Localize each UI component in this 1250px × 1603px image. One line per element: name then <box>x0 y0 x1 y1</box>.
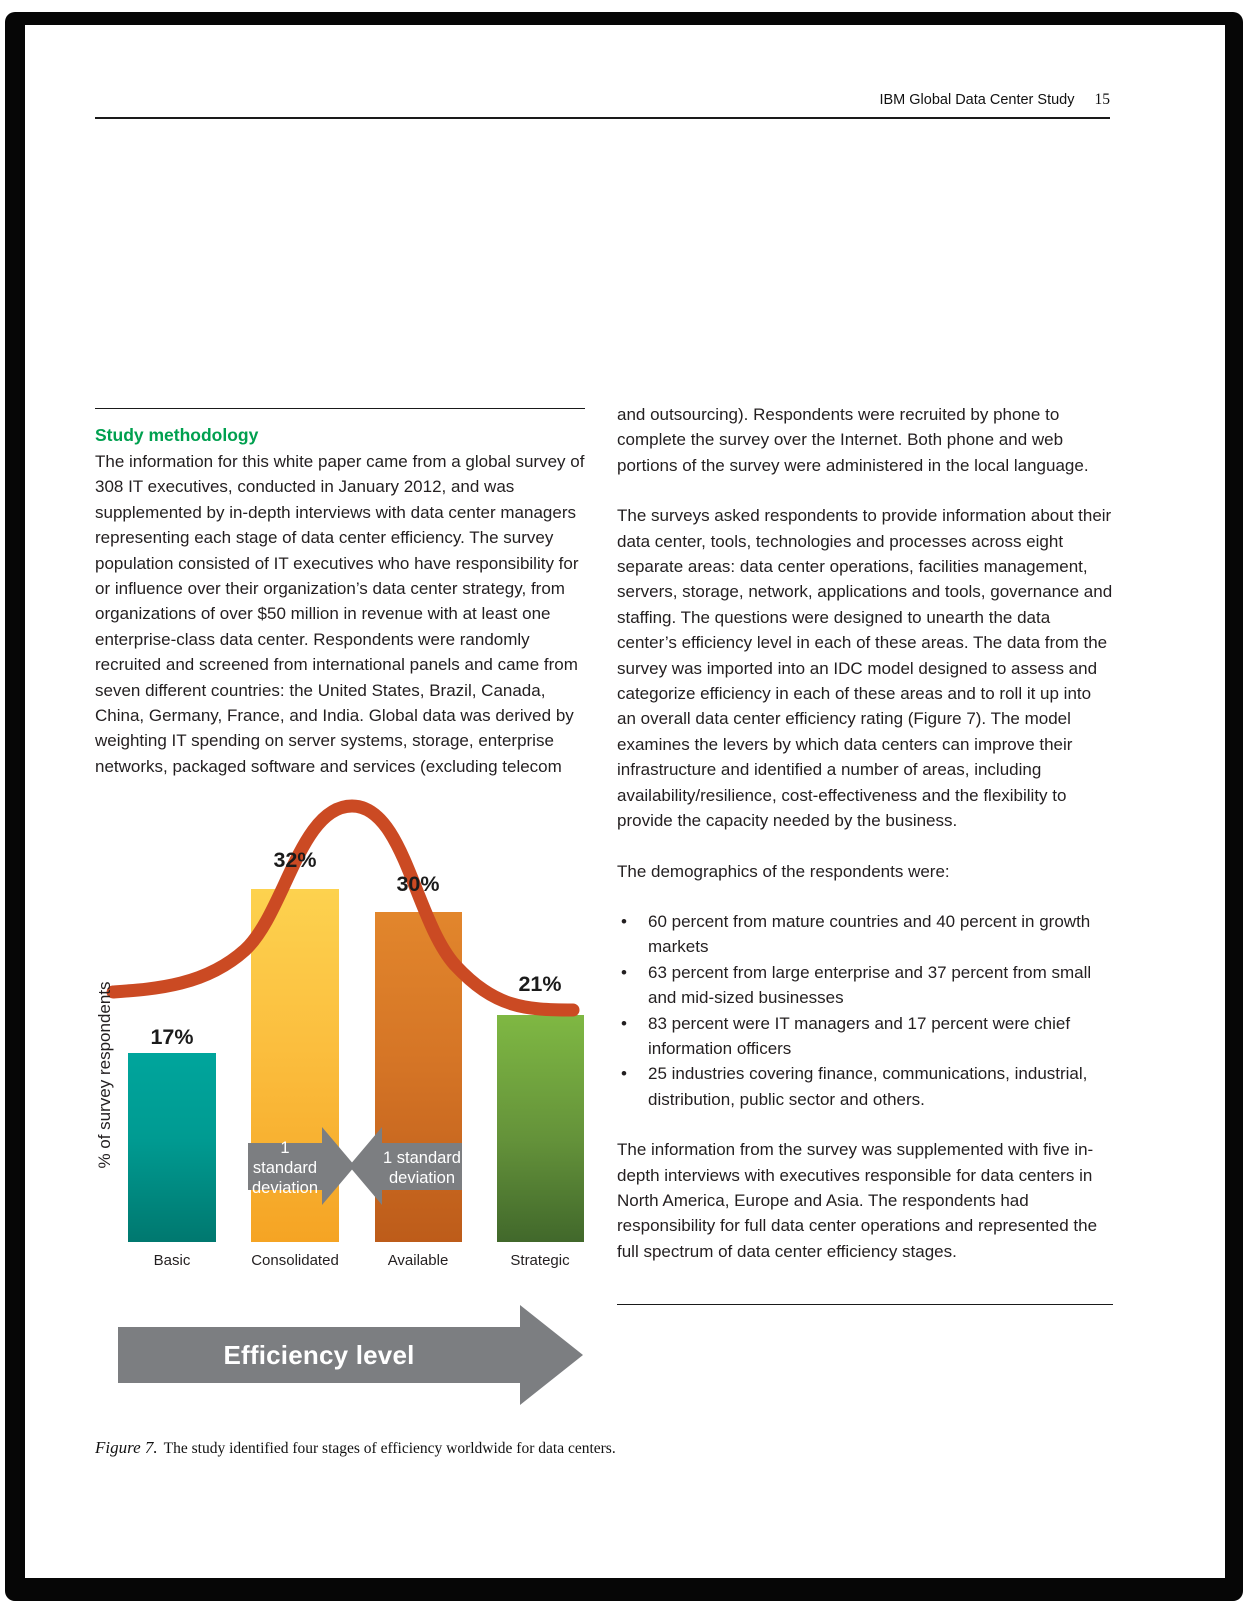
bullet-icon: • <box>621 911 627 931</box>
figure-caption-label: Figure 7. <box>95 1438 158 1457</box>
bullet-text: 25 industries covering finance, communications, industrial, distribution, public sector and others. <box>648 1064 1088 1109</box>
document-title: IBM Global Data Center Study <box>879 92 1075 108</box>
left-column <box>95 408 585 779</box>
bullet-icon: • <box>621 962 627 982</box>
value-label-available: 30% <box>396 872 440 896</box>
chart-overlay-graphics <box>95 780 595 1412</box>
value-label-strategic: 21% <box>518 972 562 996</box>
page-number: 15 <box>1094 91 1110 108</box>
section-heading: Study methodology <box>95 425 259 445</box>
category-label-strategic: Strategic <box>510 1252 570 1269</box>
bullet-item <box>617 960 1113 1011</box>
efficiency-level-label: Efficiency level <box>223 1339 415 1370</box>
category-label-basic: Basic <box>153 1252 191 1269</box>
bullet-item <box>617 1011 1113 1062</box>
right-paragraph-3: The demographics of the respondents were: <box>617 861 950 881</box>
bullet-icon: • <box>621 1013 627 1033</box>
section-rule <box>95 408 585 409</box>
bullet-icon: • <box>621 1064 627 1084</box>
figure-7-chart: 17% 32% 30% 21% Basic Consolidated Available Strategic % of survey respondents 1 standard deviation 1 standard deviation Efficiency level <box>95 780 595 1412</box>
right-column <box>617 402 1113 1305</box>
bullet-item <box>617 909 1113 960</box>
value-label-basic: 17% <box>150 1025 194 1049</box>
figure-caption <box>95 1437 640 1459</box>
value-label-consolidated: 32% <box>273 848 317 872</box>
bullet-list <box>617 909 1113 1112</box>
right-paragraph-2: The surveys asked respondents to provide information about their data center, tools, technologies and processes across eight separate areas: data center operations, facilities management, servers, storage, network, applications and tools, governance and staffing. The questions were designed to unearth the data center’s efficiency level in each of these areas. The data from the survey was imported into an IDC model designed to assess and categorize efficiency in each of these areas and to roll it up into an overall data center efficiency rating (Figure 7). The model examines the levers by which data centers can improve their infrastructure and identified a number of areas, including availability/resilience, cost-effectiveness and the flexibility to provide the capacity needed by the business. <box>617 506 1113 831</box>
right-paragraph-1: and outsourcing). Respondents were recruited by phone to complete the survey over the Internet. Both phone and web portions of the survey were administered in the local language. <box>617 405 1089 475</box>
std-deviation-label-right: 1 standard deviation <box>383 1148 461 1187</box>
category-label-consolidated: Consolidated <box>251 1252 339 1269</box>
section-end-rule <box>617 1304 1113 1305</box>
page-header <box>95 91 1110 109</box>
left-paragraph: The information for this white paper came from a global survey of 308 IT executives, conducted in January 2012, and was supplemented by in-depth interviews with data center managers representing each stage of data center efficiency. The survey population consisted of IT executives who have responsibility for or influence over their organization’s data center strategy, from organizations of over $50 million in revenue with at least one enterprise-class data center. Respondents were randomly recruited and screened from international panels and came from seven different countries: the United States, Brazil, Canada, China, Germany, France, and India. Global data was derived by weighting IT spending on server systems, storage, enterprise networks, packaged software and services (excluding telecom <box>95 452 585 776</box>
bullet-text: 83 percent were IT managers and 17 percent were chief information officers <box>648 1013 1071 1058</box>
bullet-text: 63 percent from large enterprise and 37 percent from small and mid-sized businesses <box>648 962 1092 1008</box>
right-paragraph-4: The information from the survey was supplemented with five in-depth interviews with executives responsible for data centers in North America, Europe and Asia. The respondents had responsibility for full data center operations and represented the full spectrum of data center efficiency stages. <box>617 1140 1098 1261</box>
std-deviation-label-left: 1 standard deviation <box>251 1138 319 1197</box>
category-label-available: Available <box>387 1252 449 1269</box>
header-rule <box>95 117 1110 119</box>
bullet-text: 60 percent from mature countries and 40 percent in growth markets <box>648 911 1091 957</box>
figure-caption-text: The study identified four stages of efficiency worldwide for data centers. <box>163 1440 616 1457</box>
bullet-item <box>617 1061 1113 1112</box>
